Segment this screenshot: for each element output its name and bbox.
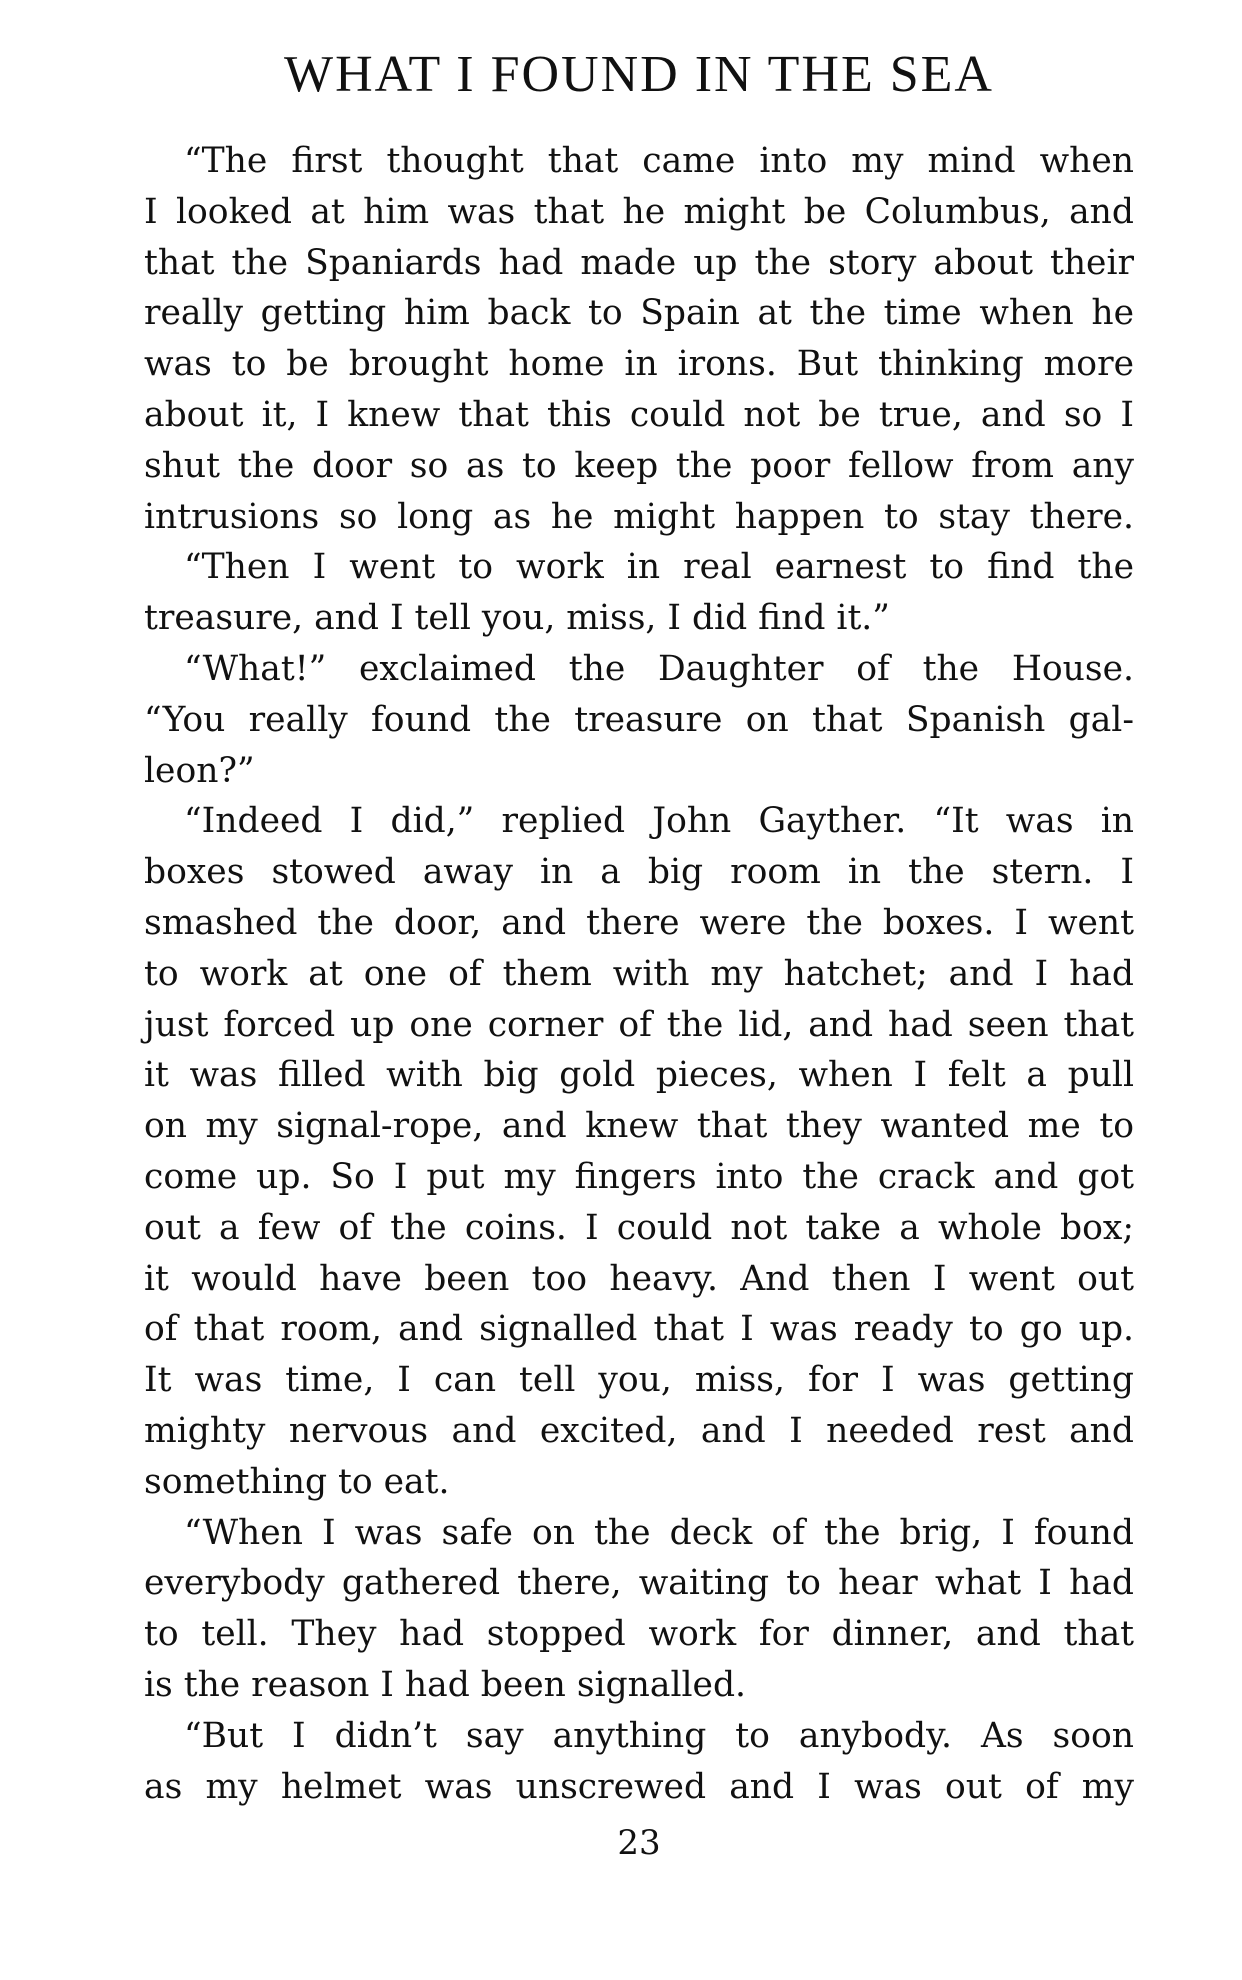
text-line: on my signal-rope, and knew that they wanted me to [144,1106,1134,1147]
text-line: is the reason I had been signalled. [144,1664,746,1705]
text-line: shut the door so as to keep the poor fellow from any [144,445,1134,486]
text-line: “Then I went to work in real earnest to find the [184,547,1134,588]
paragraph [144,1508,1134,1711]
text-line: was to be brought home in irons. But thinking more [144,344,1134,385]
text-line: “Indeed I did,” replied John Gayther. “It was in [184,801,1134,842]
page-number: 23 [617,1823,661,1863]
text-line: just forced up one corner of the lid, and had seen that [144,1004,1134,1045]
text-line: It was time, I can tell you, miss, for I was getting [144,1360,1134,1401]
text-line: “What!” exclaimed the Daughter of the House. [184,648,1134,689]
text-line: intrusions so long as he might happen to stay there. [144,496,1134,537]
text-line: about it, I knew that this could not be true, and so I [144,394,1134,435]
paragraph [144,796,1134,1507]
text-line: come up. So I put my fingers into the crack and got [144,1156,1134,1197]
text-line: to work at one of them with my hatchet; and I had [144,953,1134,994]
text-line: boxes stowed away in a big room in the stern. I [144,852,1134,893]
text-line: something to eat. [144,1461,450,1502]
running-head-title: WHAT I FOUND IN THE SEA [284,46,994,103]
text-line: really getting him back to Spain at the time when he [144,293,1134,334]
paragraph [144,136,1134,542]
paragraph [144,1711,1134,1813]
text-line: smashed the door, and there were the boxes. I went [144,902,1134,943]
text-line: “You really found the treasure on that Spanish gal- [144,699,1134,740]
text-line: it was filled with big gold pieces, when I felt a pull [144,1055,1134,1096]
text-line: “But I didn’t say anything to anybody. As soon [184,1715,1134,1756]
text-line: it would have been too heavy. And then I went out [144,1258,1134,1299]
text-line: mighty nervous and excited, and I needed rest and [144,1410,1134,1451]
body-text [144,136,1134,1812]
text-line: “When I was safe on the deck of the brig, I found [184,1512,1134,1553]
text-line: I looked at him was that he might be Columbus, and [144,191,1134,232]
text-line: to tell. They had stopped work for dinner, and that [144,1614,1134,1655]
text-line: “The first thought that came into my mind when [184,141,1134,181]
text-line: as my helmet was unscrewed and I was out of my [144,1766,1134,1807]
text-line: out a few of the coins. I could not take a whole box; [144,1207,1134,1248]
text-line: leon?” [144,750,255,791]
text-line: treasure, and I tell you, miss, I did find it.” [144,598,890,639]
paragraph [144,644,1134,796]
text-line: that the Spaniards had made up the story about their [144,242,1134,283]
text-line: everybody gathered there, waiting to hear what I had [144,1563,1134,1604]
text-line: of that room, and signalled that I was ready to go up. [144,1309,1134,1350]
paragraph [144,542,1134,644]
